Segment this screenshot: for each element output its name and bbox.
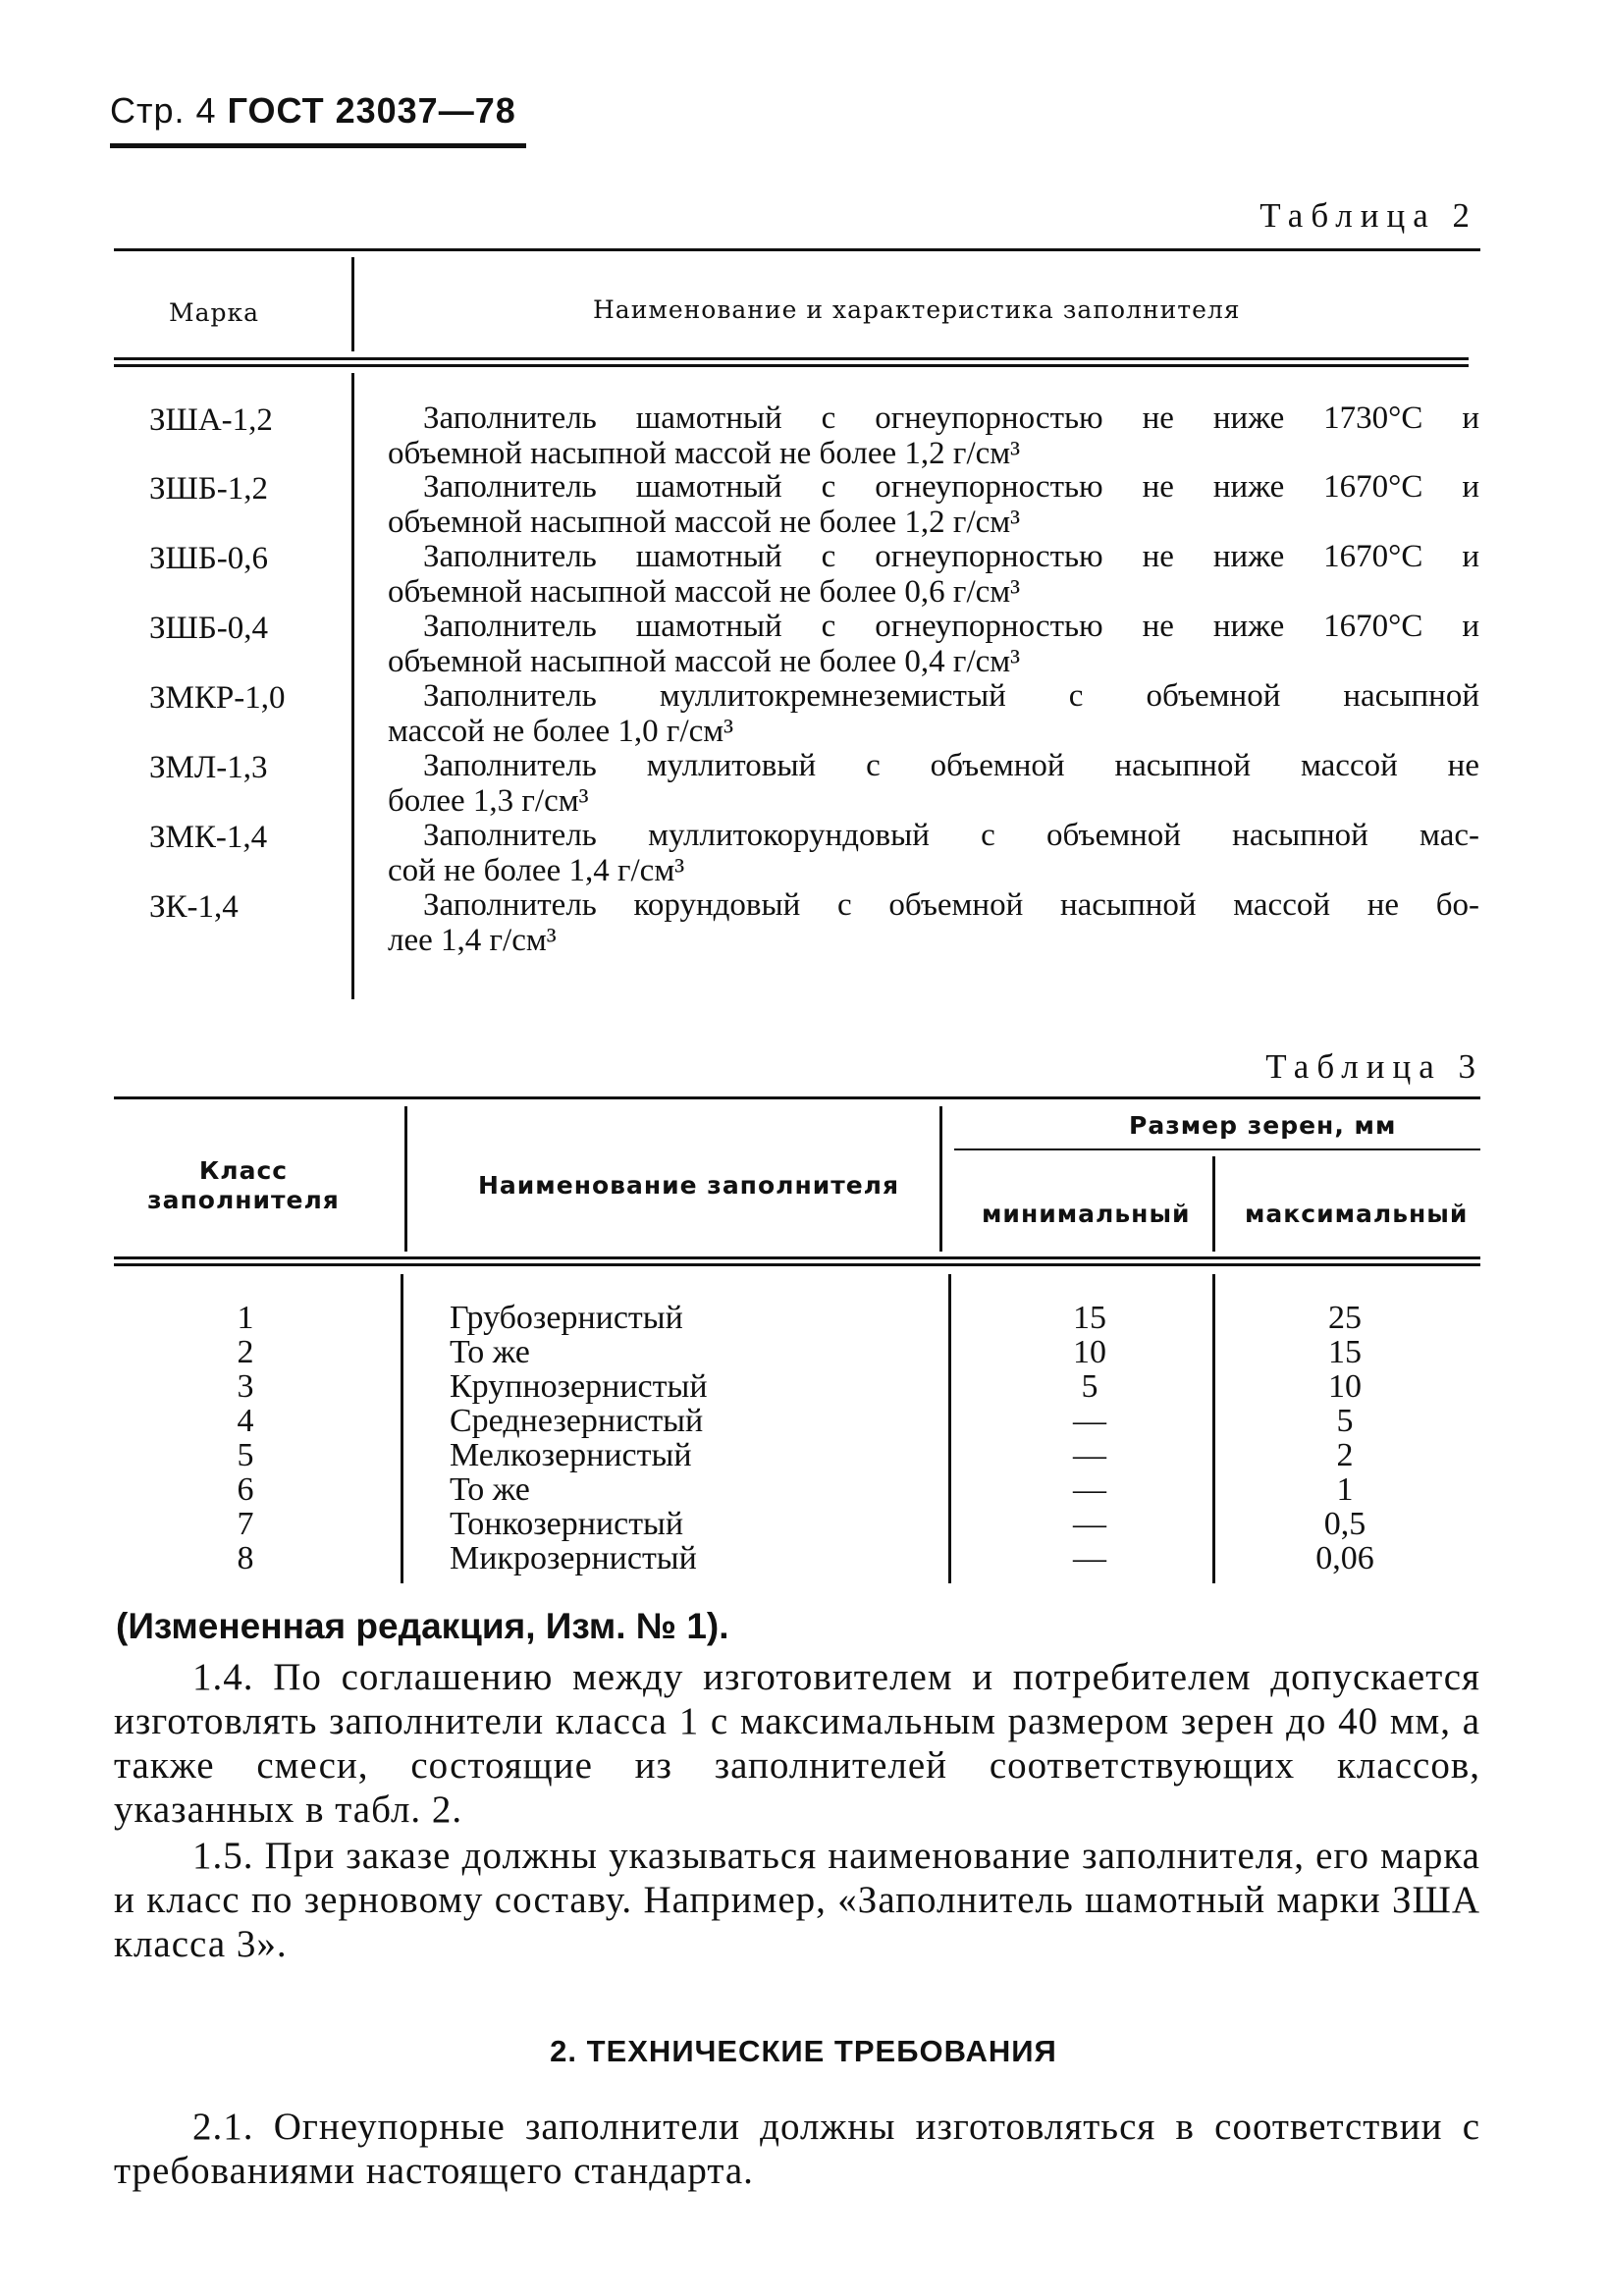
table3-cls: 1 — [237, 1300, 254, 1336]
table3-name: Тонкозернистый — [450, 1506, 684, 1542]
table2-mark: ЗШБ-0,4 — [149, 611, 269, 646]
table2-desc: Заполнитель шамотный с огнеупорностью не ниже 1730°С и объемной насыпной массой не более 1,2 г/см³ — [388, 400, 1479, 471]
table2-mark: ЗМЛ-1,3 — [149, 750, 268, 785]
standard-code: ГОСТ 23037—78 — [227, 90, 516, 131]
table3-min: — — [1073, 1540, 1106, 1576]
table3-max: 2 — [1336, 1437, 1354, 1473]
table3-header-divider-1 — [404, 1106, 407, 1252]
table3-cls: 4 — [237, 1403, 254, 1439]
table3-max: 5 — [1336, 1403, 1354, 1439]
table3-min: 10 — [1073, 1334, 1106, 1370]
table2-desc: Заполнитель шамотный с огнеупорностью не ниже 1670°С и объемной насыпной массой не более 0,4 г/см³ — [388, 609, 1479, 679]
table2-mark: ЗК-1,4 — [149, 889, 239, 925]
table3-min: — — [1073, 1471, 1106, 1508]
table3-body-divider-3 — [1212, 1274, 1215, 1583]
table2-header-divider — [351, 257, 354, 351]
revision-note: (Измененная редакция, Изм. № 1). — [116, 1606, 729, 1646]
table3-col-name: Наименование заполнителя — [478, 1171, 900, 1200]
table3-max: 0,06 — [1315, 1540, 1374, 1576]
table3-header-divider-3 — [1212, 1156, 1215, 1252]
table2-body-divider — [351, 373, 354, 999]
table2-mark: ЗШБ-1,2 — [149, 471, 269, 507]
table3-name: Микрозернистый — [450, 1540, 697, 1576]
paragraph-1-5: 1.5. При заказе должны указываться наименование заполнителя, его марка и класс по зерновому составу. Например, «Заполнитель шамотный марки ЗША класса 3». — [114, 1835, 1480, 1965]
table2-mark: ЗШБ-0,6 — [149, 541, 269, 576]
table3-min: — — [1073, 1506, 1106, 1542]
table3-size-rule — [954, 1148, 1480, 1150]
table2-desc: Заполнитель муллитовый с объемной насыпной массой не более 1,3 г/см³ — [388, 748, 1479, 819]
table3-max: 15 — [1328, 1334, 1362, 1370]
table2-mark: ЗМКР-1,0 — [149, 680, 286, 716]
table3-min: 5 — [1081, 1368, 1098, 1405]
table3-min: — — [1073, 1437, 1106, 1473]
section-title: 2. ТЕХНИЧЕСКИЕ ТРЕБОВАНИЯ — [550, 2034, 1057, 2068]
table3-body-divider-1 — [401, 1274, 403, 1583]
paragraph-2-1: 2.1. Огнеупорные заполнители должны изготовляться в соответствии с требованиями настоящего стандарта. — [114, 2106, 1480, 2192]
table2-desc: Заполнитель шамотный с огнеупорностью не ниже 1670°С и объемной насыпной массой не более 1,2 г/см³ — [388, 469, 1479, 540]
table3-max: 0,5 — [1323, 1506, 1366, 1542]
table2-mark: ЗША-1,2 — [149, 402, 273, 438]
table2-top-rule — [114, 248, 1480, 251]
page-number: Стр. 4 — [110, 90, 217, 131]
table3-name: То же — [450, 1471, 530, 1508]
table2-desc: Заполнитель муллитокорундовый с объемной насыпной мас- сой не более 1,4 г/см³ — [388, 818, 1479, 888]
table3-cls: 2 — [237, 1334, 254, 1370]
table3-col-max: максимальный — [1245, 1200, 1469, 1228]
table3-body-divider-2 — [948, 1274, 951, 1583]
page-header — [110, 90, 516, 132]
table3-col-class: Класс заполнителя — [147, 1156, 340, 1214]
table3-cls: 3 — [237, 1368, 254, 1405]
table3-cls: 8 — [237, 1540, 254, 1576]
table3-max: 10 — [1328, 1368, 1362, 1405]
table3-name: Мелкозернистый — [450, 1437, 692, 1473]
table3-cls: 5 — [237, 1437, 254, 1473]
table2-desc: Заполнитель шамотный с огнеупорностью не ниже 1670°С и объемной насыпной массой не более 0,6 г/см³ — [388, 539, 1479, 610]
table3-top-rule — [114, 1096, 1480, 1099]
paragraph-1-4: 1.4. По соглашению между изготовителем и потребителем допускается изготовлять заполнители класса 1 с максимальным размером зерен до 40 мм, а также смеси, состоящие из заполнителей соответствующих классов, указанных в табл. 2. — [114, 1656, 1480, 1831]
table2-caption: Таблица 2 — [1259, 196, 1477, 235]
table2-col-name: Наименование и характеристика заполнителя — [593, 295, 1241, 324]
table3-header-divider-2 — [939, 1106, 942, 1252]
table3-max: 25 — [1328, 1300, 1362, 1336]
table3-caption: Таблица 3 — [1265, 1047, 1483, 1086]
table3-col-min: минимальный — [982, 1200, 1191, 1228]
table3-name: Среднезернистый — [450, 1403, 704, 1439]
table2-mark: ЗМК-1,4 — [149, 820, 268, 855]
table2-header-rule — [114, 357, 1469, 367]
table3-name: Крупнозернистый — [450, 1368, 708, 1405]
table3-name: Грубозернистый — [450, 1300, 683, 1336]
table3-name: То же — [450, 1334, 530, 1370]
table3-min: 15 — [1073, 1300, 1106, 1336]
table3-cls: 6 — [237, 1471, 254, 1508]
table2-col-mark: Марка — [169, 298, 260, 327]
table3-col-size: Размер зерен, мм — [1129, 1111, 1397, 1140]
header-rule — [110, 143, 526, 148]
table2-desc: Заполнитель муллитокремнеземистый с объемной насыпной массой не более 1,0 г/см³ — [388, 678, 1479, 749]
table3-header-rule — [114, 1256, 1480, 1266]
table3-min: — — [1073, 1403, 1106, 1439]
table3-cls: 7 — [237, 1506, 254, 1542]
table3-max: 1 — [1336, 1471, 1354, 1508]
table2-desc: Заполнитель корундовый с объемной насыпной массой не бо- лее 1,4 г/см³ — [388, 887, 1479, 958]
